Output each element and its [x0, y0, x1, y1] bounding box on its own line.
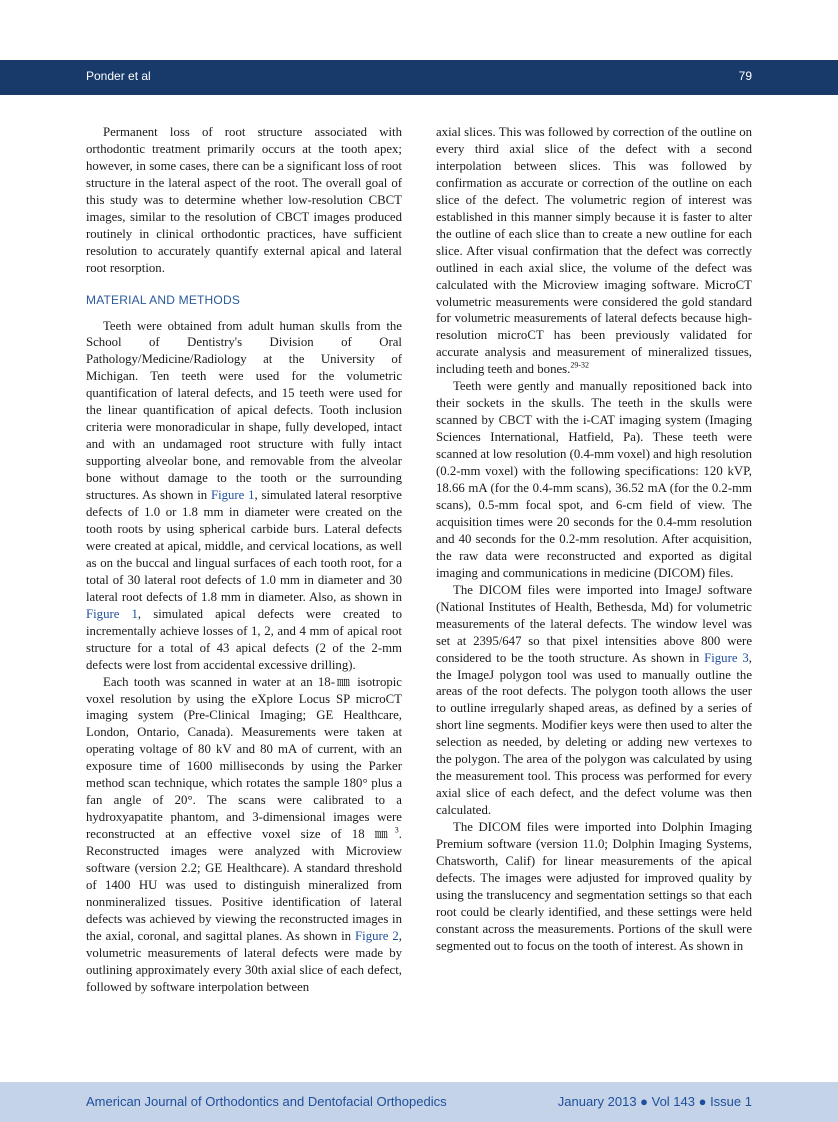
section-heading-methods: MATERIAL AND METHODS [86, 292, 241, 307]
text-run: , volumetric measurements of lateral defects were made by outlining approximately every 30th axial slice of each defect, followed by software interpolation between [86, 928, 402, 994]
issue-info: January 2013 ● Vol 143 ● Issue 1 [557, 1094, 752, 1109]
text-run: , simulated lateral resorptive defects of 1.0 or 1.8 mm in diameter were created on the tooth roots by using spherical carbide burs. Lateral defects were created at apical, middle, and cervical locations, as well as on the buccal and lingual surfaces of each tooth root, for a total of 30 lateral root defects of 1.0 mm in diameter and 30 lateral root defects of 1.8 mm in diameter. Also, as shown in [86, 488, 402, 604]
imagej-paragraph [436, 582, 752, 819]
text-run: , the ImageJ polygon tool was used to manually outline the areas of the root defects. The polygon tooth allows the user to outline irregularly shaped areas, as defined by a series of short line segments. Modifier keys were then used to alter the selection as needed, by deleting or adding new vertexes to the polygon. The area of the polygon was calculated by using the measurement tool. This process was performed for every axial slice of each defect, and the defect volume was then calculated. [436, 650, 752, 818]
continued-paragraph [436, 124, 752, 378]
dolphin-paragraph: The DICOM files were imported into Dolphin Imaging Premium software (version 11.0; Dolphin Imaging Systems, Chatsworth, Calif) for linear measurements of the apical defects. The images were adjusted for improved quality by using the translucency and segmentation settings so that each root could be clearly identified, and these settings were held constant across the measurements. Portions of the skull were segmented out to focus on the tooth of interest. As shown in [436, 820, 752, 953]
text-run: axial slices. This was followed by correction of the outline on every third axial slice of the defect with a second interpolation between slices. This was followed by confirmation as accurate or correction of the outline on each slice of the defect. The volumetric region of interest was established in this manner simply because it is faster to alter the outline of each slice than to create a new outline for each slice. After visual confirmation that the defect was correctly outlined in each axial slice, the volume of the defect was calculated with the Microview imaging software. MicroCT volumetric measurements were considered the gold standard for volumetric measurements of lateral defects because high-resolution microCT has been previously validated for accurate analysis and measurement of mineralized tissues, including teeth and bones. [436, 125, 752, 377]
figure-3-link[interactable]: Figure 3 [704, 650, 749, 665]
page-number: 79 [738, 69, 752, 83]
cbct-paragraph: Teeth were gently and manually repositioned back into their sockets in the skulls. The teeth in the skulls were scanned by CBCT with the i-CAT imaging system (Imaging Sciences International, Hatfield, Pa). These teeth were scanned at low resolution (0.4-mm voxel) and high resolution (0.2-mm voxel) with the following specifications: 120 kVP, 18.66 mA (for the 0.4-mm scans), 36.52 mA (for the 0.2-mm scans), 0.5-mm focal spot, and 6-cm field of view. The acquisition times were 20 seconds for the 0.4-mm resolution and 40 seconds for the 0.2-mm resolution. After acquisition, the raw data were reconstructed and exported as digital imaging and communications in medicine (DICOM) files. [436, 379, 752, 580]
superscript: 3 [394, 825, 399, 835]
methods-paragraph-2 [86, 674, 402, 996]
figure-1-link[interactable]: Figure 1 [210, 488, 255, 503]
methods-paragraph-1 [86, 318, 402, 674]
header-authors: Ponder et al [86, 69, 151, 83]
text-run: . Reconstructed images were analyzed with Microview software (version 2.2; GE Healthcare). A standard threshold of 1400 HU was used to distinguish mineralized from nonmineralized tissues. Positive identification of lateral defects was achieved by viewing the reconstructed images in the axial, coronal, and sagittal planes. As shown in [86, 827, 402, 943]
running-header [0, 60, 838, 95]
text-run: Each tooth was scanned in water at an 18-㎜ isotropic voxel resolution by using the eXplore Locus SP microCT imaging system (Pre-Clinical Imaging; GE Healthcare, London, Ontario, Canada). Measurements were taken at operating voltage of 80 kV and 80 mA of current, with an exposure time of 1600 milliseconds by using the Parker method scan technique, which rotates the sample 180° plus a fan angle of 20°. The scans were calibrated to a hydroxyapatite phantom, and 3-dimensional images were reconstructed at an effective voxel size of 18 ㎜ [86, 674, 402, 842]
running-footer [0, 1082, 838, 1122]
right-column [436, 124, 752, 955]
text-run: The DICOM files were imported into ImageJ software (National Institutes of Health, Bethesda, Md) for volumetric measurements of the lateral defects. The window level was set at 2395/647 so that pixel intensities above 800 were considered to be the tooth structure. As shown in [436, 582, 752, 665]
text-run: , simulated apical defects were created to incrementally achieve losses of 1, 2, and 4 mm of apical root structure for a total of 43 apical defects (2 of the 2-mm defects were lost from accidental excessive drilling). [86, 606, 403, 672]
citation-superscript: 29-32 [570, 361, 590, 371]
figure-2-link[interactable]: Figure 2 [355, 928, 399, 943]
figure-1-link[interactable]: Figure 1 [86, 606, 138, 621]
left-column [86, 124, 402, 996]
text-run: Teeth were obtained from adult human skulls from the School of Dentistry's Division of Oral Pathology/Medicine/Radiology at the University of Michigan. Ten teeth were used for the volumetric quantification of lateral defects, and 15 teeth were used for the linear quantification of apical defects. Tooth inclusion criteria were monoradicular in shape, fully developed, intact and with an undamaged root structure with fully intact supporting alveolar bone, and removable from the alveolar bone without damage to the tooth or the surrounding structures. As shown in [86, 318, 402, 503]
intro-paragraph: Permanent loss of root structure associated with orthodontic treatment primarily occurs at the tooth apex; however, in some cases, there can be a significant loss of root structure in the lateral aspect of the root. The overall goal of this study was to determine whether low-resolution CBCT images, similar to the resolution of CBCT images produced routinely in clinical orthodontic practices, have sufficient resolution to accurately quantify external apical and lateral root resorption. [86, 125, 402, 275]
journal-name: American Journal of Orthodontics and Dentofacial Orthopedics [86, 1094, 447, 1109]
